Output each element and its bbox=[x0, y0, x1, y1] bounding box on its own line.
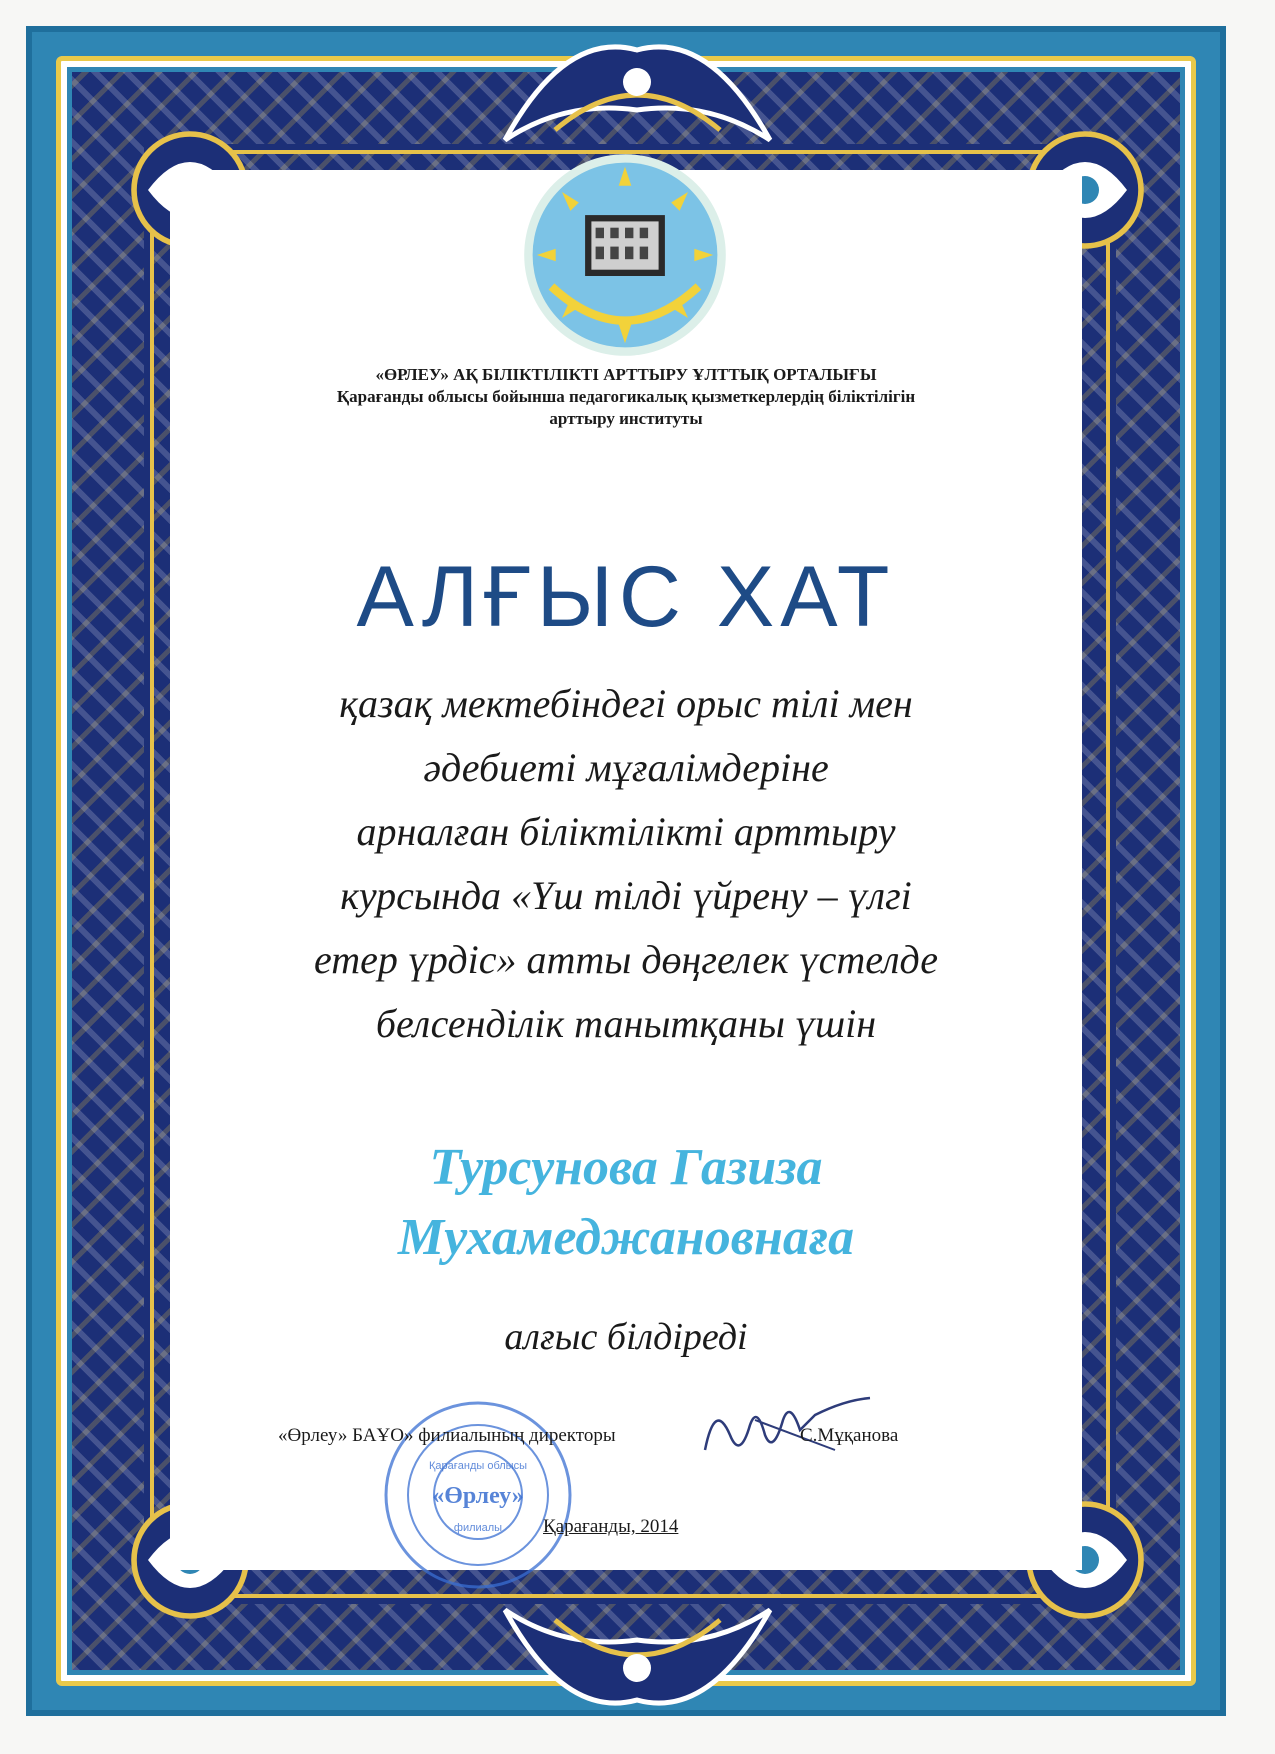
city-and-year: Қарағанды, 2014 bbox=[543, 1516, 679, 1537]
organization-name: «ӨРЛЕУ» АҚ БІЛІКТІЛІКТІ АРТТЫРУ ҰЛТТЫҚ ОРТАЛЫҒЫ bbox=[375, 365, 877, 384]
stamp-lower-text: филиалы bbox=[453, 1522, 503, 1534]
body-line-3: арналған біліктілікті арттыру bbox=[356, 809, 896, 854]
body-line-2: әдебиеті мұғалімдеріне bbox=[423, 745, 829, 790]
stamp-center-text: «Өрлеу» bbox=[432, 1483, 524, 1509]
thanks-phrase: алғыс білдіреді bbox=[504, 1316, 748, 1358]
organization-subtitle-line2: арттыру институты bbox=[549, 409, 703, 428]
body-line-5: етер үрдіс» атты дөңгелек үстелде bbox=[314, 937, 938, 982]
recipient-name-line-1: Турсунова Газиза bbox=[429, 1139, 823, 1196]
top-center-ornament bbox=[495, 20, 780, 160]
body-line-1: қазақ мектебіндегі орыс тілі мен bbox=[339, 681, 913, 726]
signatory-name: С.Мұқанова bbox=[800, 1425, 899, 1446]
body-line-6: белсенділік танытқаны үшін bbox=[375, 1001, 877, 1046]
certificate-title: АЛҒЫС ХАТ bbox=[356, 549, 896, 645]
organization-subtitle: Қарағанды облысы бойынша педагогикалық қызметкерлердің біліктілігін bbox=[336, 387, 916, 406]
body-line-4: курсында «Үш тілді үйрену – үлгі bbox=[340, 873, 912, 918]
recipient-name-line-2: Мухамеджановнаға bbox=[397, 1209, 855, 1266]
bottom-center-ornament bbox=[495, 1590, 780, 1730]
stamp-upper-text: Қарағанды облысы bbox=[428, 1460, 528, 1472]
institute-emblem-icon bbox=[520, 150, 730, 360]
signatory-role: «Өрлеу» БАҰО» филиалының директоры bbox=[278, 1425, 616, 1446]
